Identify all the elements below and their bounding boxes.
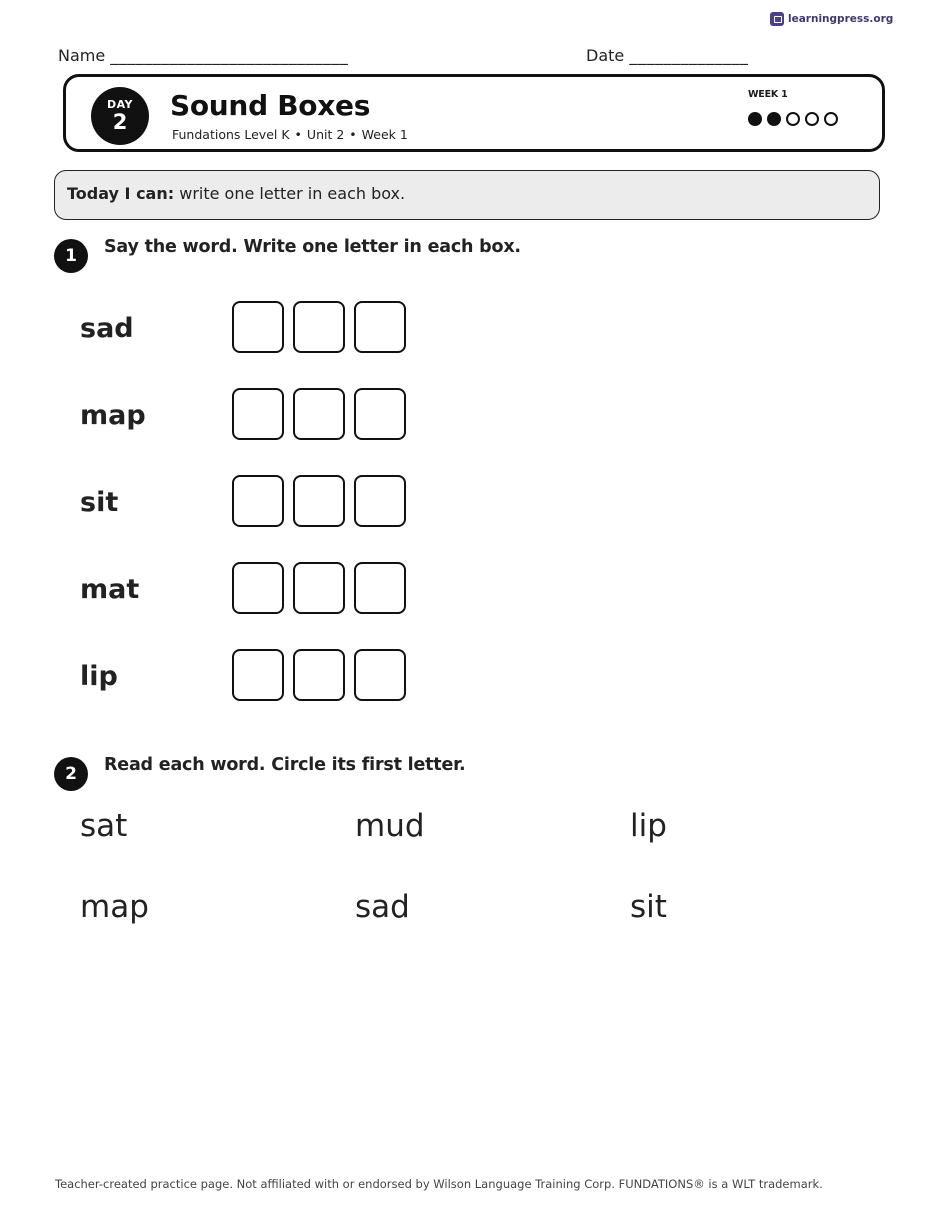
week-dot-empty (824, 112, 838, 126)
letter-box[interactable] (354, 649, 406, 701)
letter-box[interactable] (293, 301, 345, 353)
letter-box[interactable] (354, 301, 406, 353)
sound-box-row (0, 649, 935, 705)
subtitle-week: Week 1 (361, 127, 408, 142)
read-word[interactable]: sit (630, 889, 667, 925)
question-2-instruction: Read each word. Circle its first letter. (104, 755, 466, 775)
letter-box[interactable] (293, 475, 345, 527)
sound-box-word: mat (80, 574, 140, 605)
book-icon (770, 12, 784, 26)
week-dot-empty (805, 112, 819, 126)
read-word[interactable]: sat (80, 808, 128, 844)
sound-box-word: lip (80, 661, 118, 692)
name-field (58, 46, 348, 65)
day-label: DAY (106, 98, 134, 111)
read-word[interactable]: mud (355, 808, 425, 844)
week-dot-filled (767, 112, 781, 126)
subtitle-level: Fundations Level K (172, 127, 290, 142)
footer-disclaimer: Teacher-created practice page. Not affiliated with or endorsed by Wilson Language Training Corp. FUNDATIONS® is a WLT trademark. (55, 1177, 823, 1191)
week-dot-empty (786, 112, 800, 126)
date-line: ______________ (629, 46, 749, 65)
name-line: ____________________________ (110, 46, 349, 65)
name-label: Name (58, 46, 106, 65)
sound-box-word: sad (80, 313, 134, 344)
header-card (63, 74, 885, 152)
sound-box-row (0, 475, 935, 531)
week-dot-filled (748, 112, 762, 126)
letter-box[interactable] (293, 562, 345, 614)
question-1-number: 1 (54, 239, 88, 273)
goal-label: Today I can: (67, 184, 175, 203)
sound-box-row (0, 301, 935, 357)
sound-box-row (0, 562, 935, 618)
day-badge (91, 87, 149, 145)
date-label: Date (586, 46, 625, 65)
subtitle-separator: • (349, 127, 357, 142)
letter-box[interactable] (232, 301, 284, 353)
letter-box[interactable] (354, 475, 406, 527)
letter-box[interactable] (293, 649, 345, 701)
sound-box-word: map (80, 400, 146, 431)
brand-logo (770, 12, 893, 26)
sound-box-row (0, 388, 935, 444)
letter-box[interactable] (232, 475, 284, 527)
letter-box[interactable] (293, 388, 345, 440)
learning-goal (54, 170, 880, 220)
goal-text: write one letter in each box. (179, 184, 406, 203)
week-progress-dots (748, 112, 838, 126)
subtitle-separator: • (294, 127, 302, 142)
sound-box-word: sit (80, 487, 119, 518)
letter-box[interactable] (232, 388, 284, 440)
letter-box[interactable] (232, 562, 284, 614)
letter-box[interactable] (232, 649, 284, 701)
date-field (586, 46, 748, 65)
letter-box[interactable] (354, 562, 406, 614)
page-title: Sound Boxes (170, 89, 371, 122)
letter-box[interactable] (354, 388, 406, 440)
week-label: WEEK 1 (748, 89, 788, 100)
read-word[interactable]: sad (355, 889, 410, 925)
subtitle-unit: Unit 2 (306, 127, 345, 142)
day-number: 2 (112, 110, 128, 134)
question-2-number: 2 (54, 757, 88, 791)
page-subtitle (172, 127, 408, 142)
brand-text: learningpress.org (788, 13, 894, 25)
read-word[interactable]: map (80, 889, 149, 925)
question-1-instruction: Say the word. Write one letter in each box. (104, 237, 521, 257)
read-word[interactable]: lip (630, 808, 667, 844)
